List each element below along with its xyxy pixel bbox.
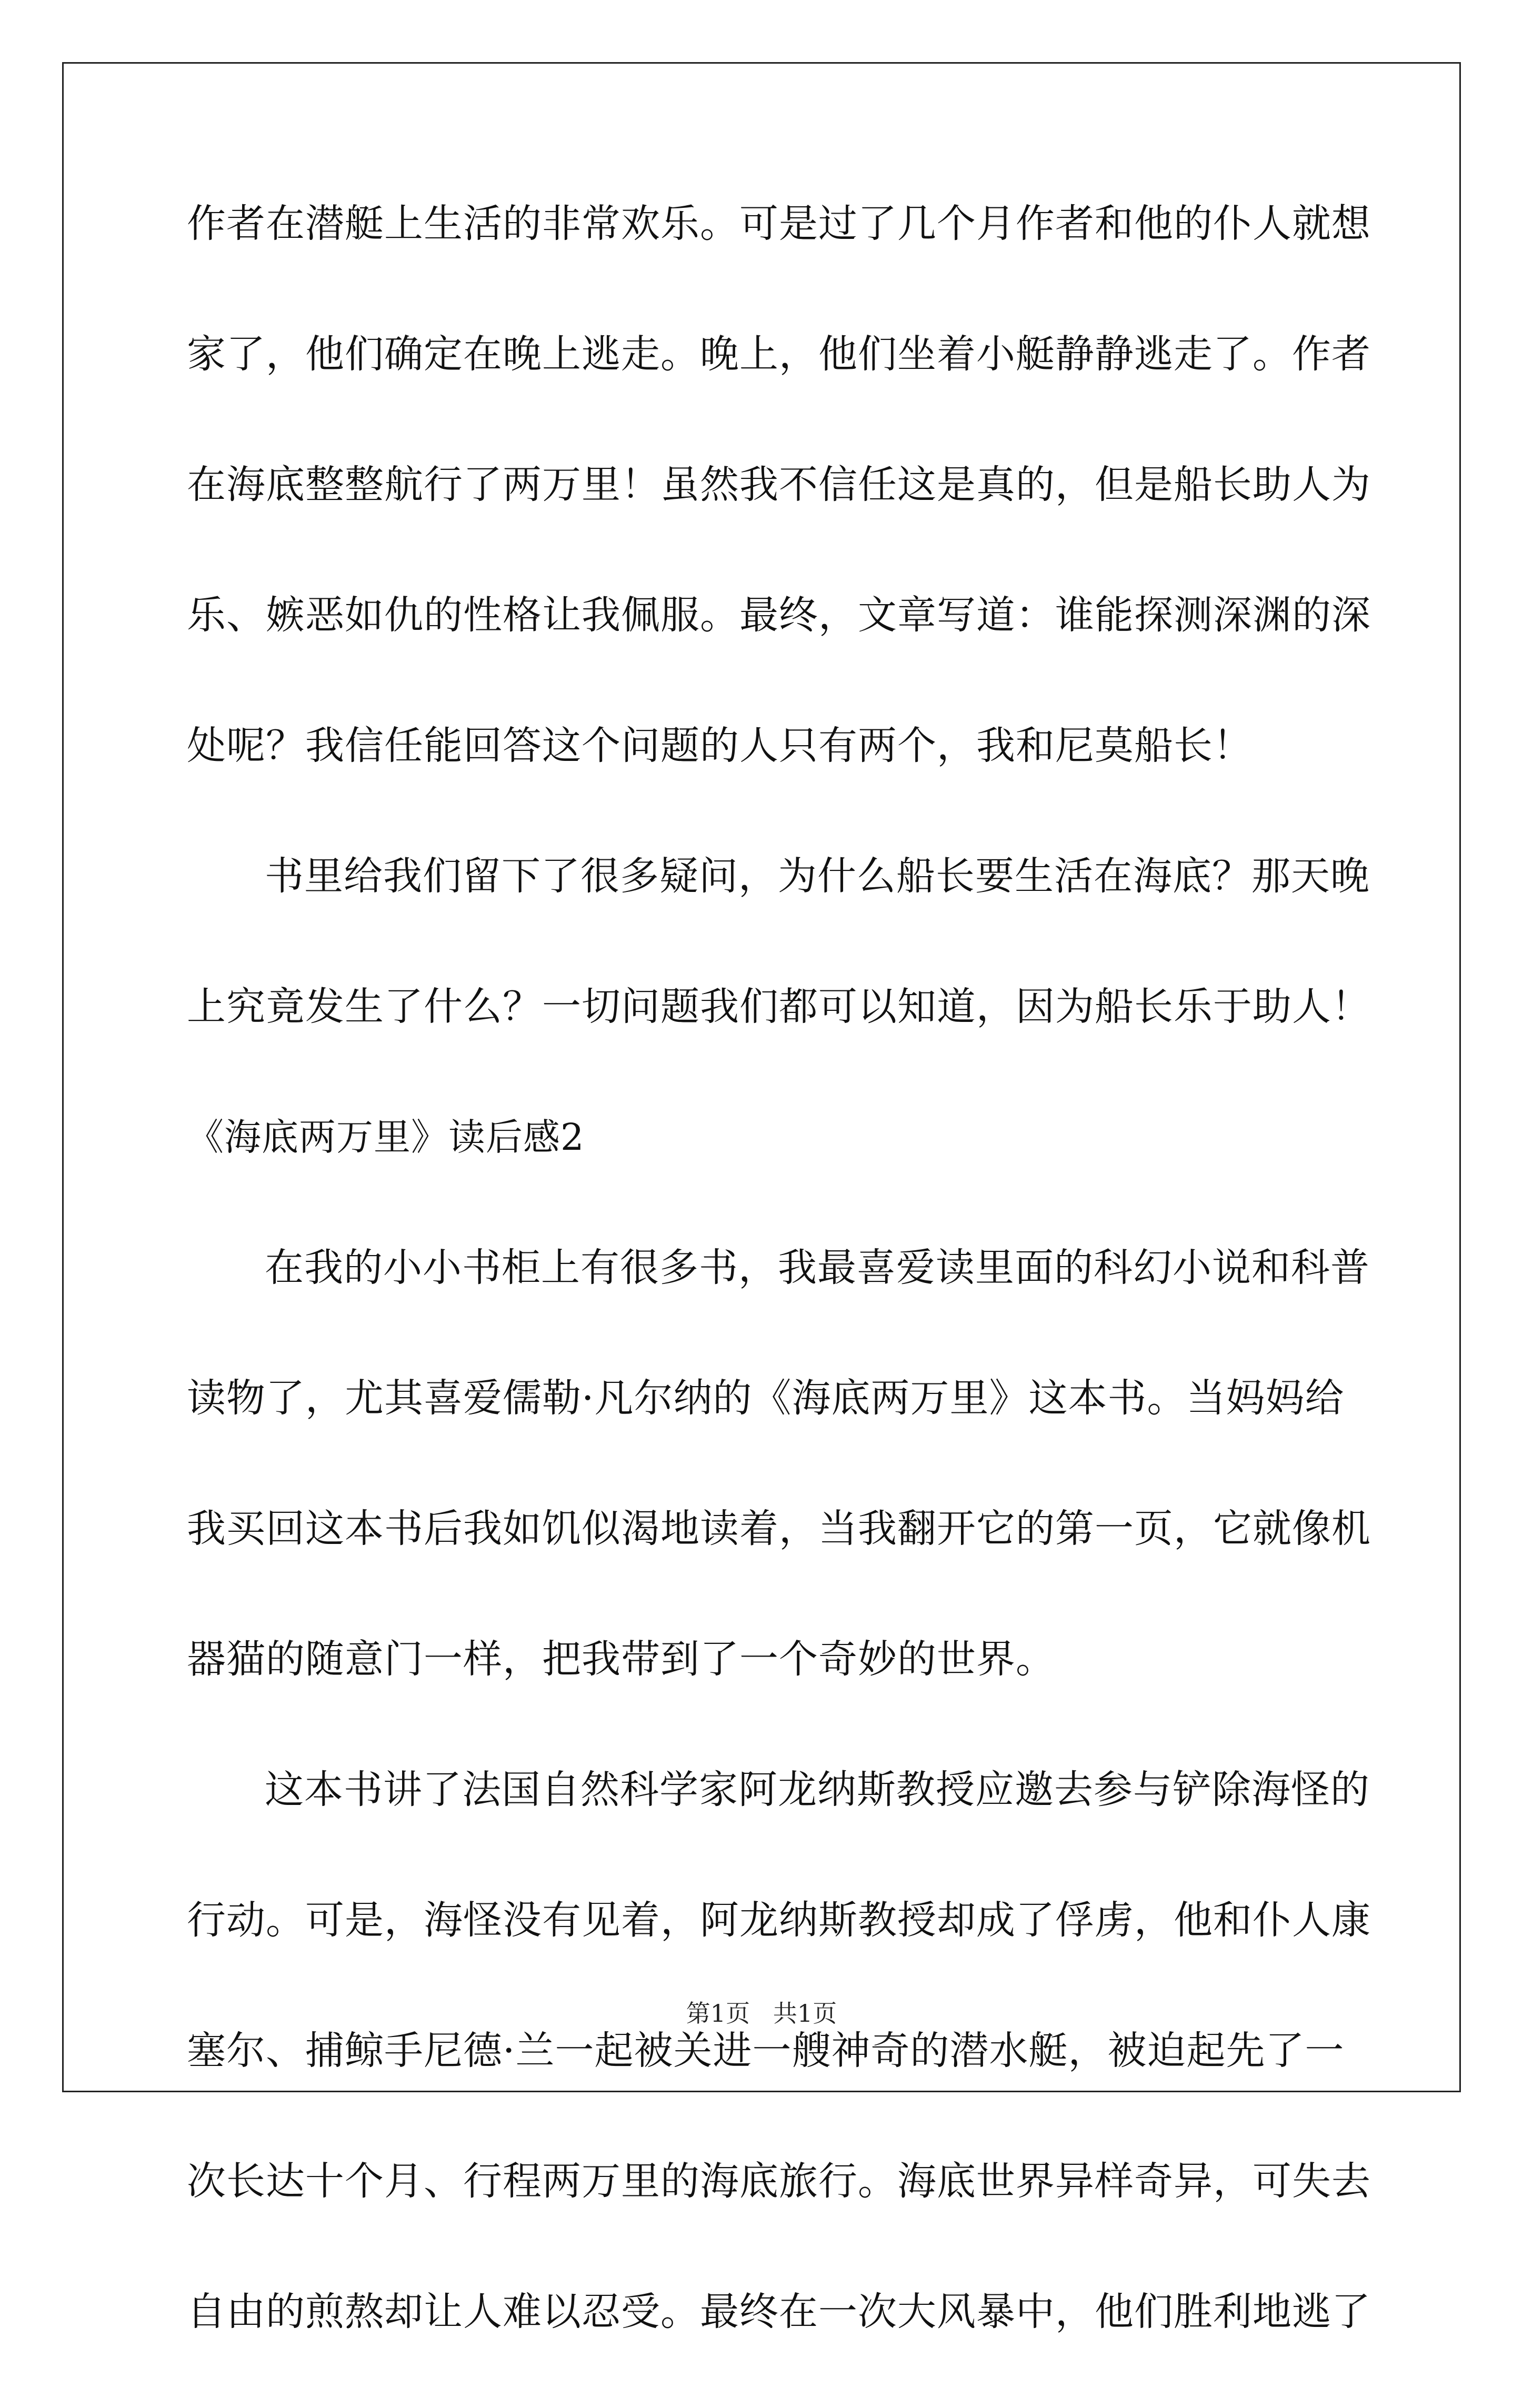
text-line: 处呢？我信任能回答这个问题的人只有两个，我和尼莫船长！ <box>187 723 1253 768</box>
text-line: 塞尔、捕鲸手尼德·兰一起被关进一艘神奇的潜水艇，被迫起先了一 <box>187 2028 1345 2073</box>
text-line: 器猫的随意门一样，把我带到了一个奇妙的世界。 <box>187 1637 1055 1682</box>
text-line: 在我的小小书柜上有很多书，我最喜爱读里面的科幻小说和科普 <box>265 1245 1370 1290</box>
text-line: 在海底整整航行了两万里！虽然我不信任这是真的，但是船长助人为 <box>187 462 1371 507</box>
text-line: 作者在潜艇上生活的非常欢乐。可是过了几个月作者和他的仆人就想 <box>187 201 1371 246</box>
text-line: 行动。可是，海怪没有见着，阿龙纳斯教授却成了俘虏，他和仆人康 <box>187 1898 1371 1943</box>
text-line: 乐、嫉恶如仇的性格让我佩服。最终，文章写道：谁能探测深渊的深 <box>187 593 1371 638</box>
text-line: 上究竟发生了什么？一切问题我们都可以知道，因为船长乐于助人！ <box>187 984 1371 1029</box>
text-line: 读物了，尤其喜爱儒勒·凡尔纳的《海底两万里》这本书。当妈妈给 <box>187 1376 1345 1421</box>
text-line: 家了，他们确定在晚上逃走。晚上，他们坐着小艇静静逃走了。作者 <box>187 332 1371 377</box>
text-line: 这本书讲了法国自然科学家阿龙纳斯教授应邀去参与铲除海怪的 <box>265 1767 1370 1812</box>
section-heading: 《海底两万里》读后感2 <box>187 1116 585 1159</box>
page-number-footer: 第1页 共1页 <box>686 1999 837 2028</box>
text-line: 我买回这本书后我如饥似渴地读着，当我翻开它的第一页，它就像机 <box>187 1506 1371 1551</box>
text-line: 自由的煎熬却让人难以忍受。最终在一次大风暴中，他们胜利地逃了 <box>187 2289 1371 2334</box>
text-line: 书里给我们留下了很多疑问，为什么船长要生活在海底？那天晚 <box>265 854 1370 899</box>
text-line: 次长达十个月、行程两万里的海底旅行。海底世界异样奇异，可失去 <box>187 2159 1371 2204</box>
document-body <box>187 189 1371 2408</box>
